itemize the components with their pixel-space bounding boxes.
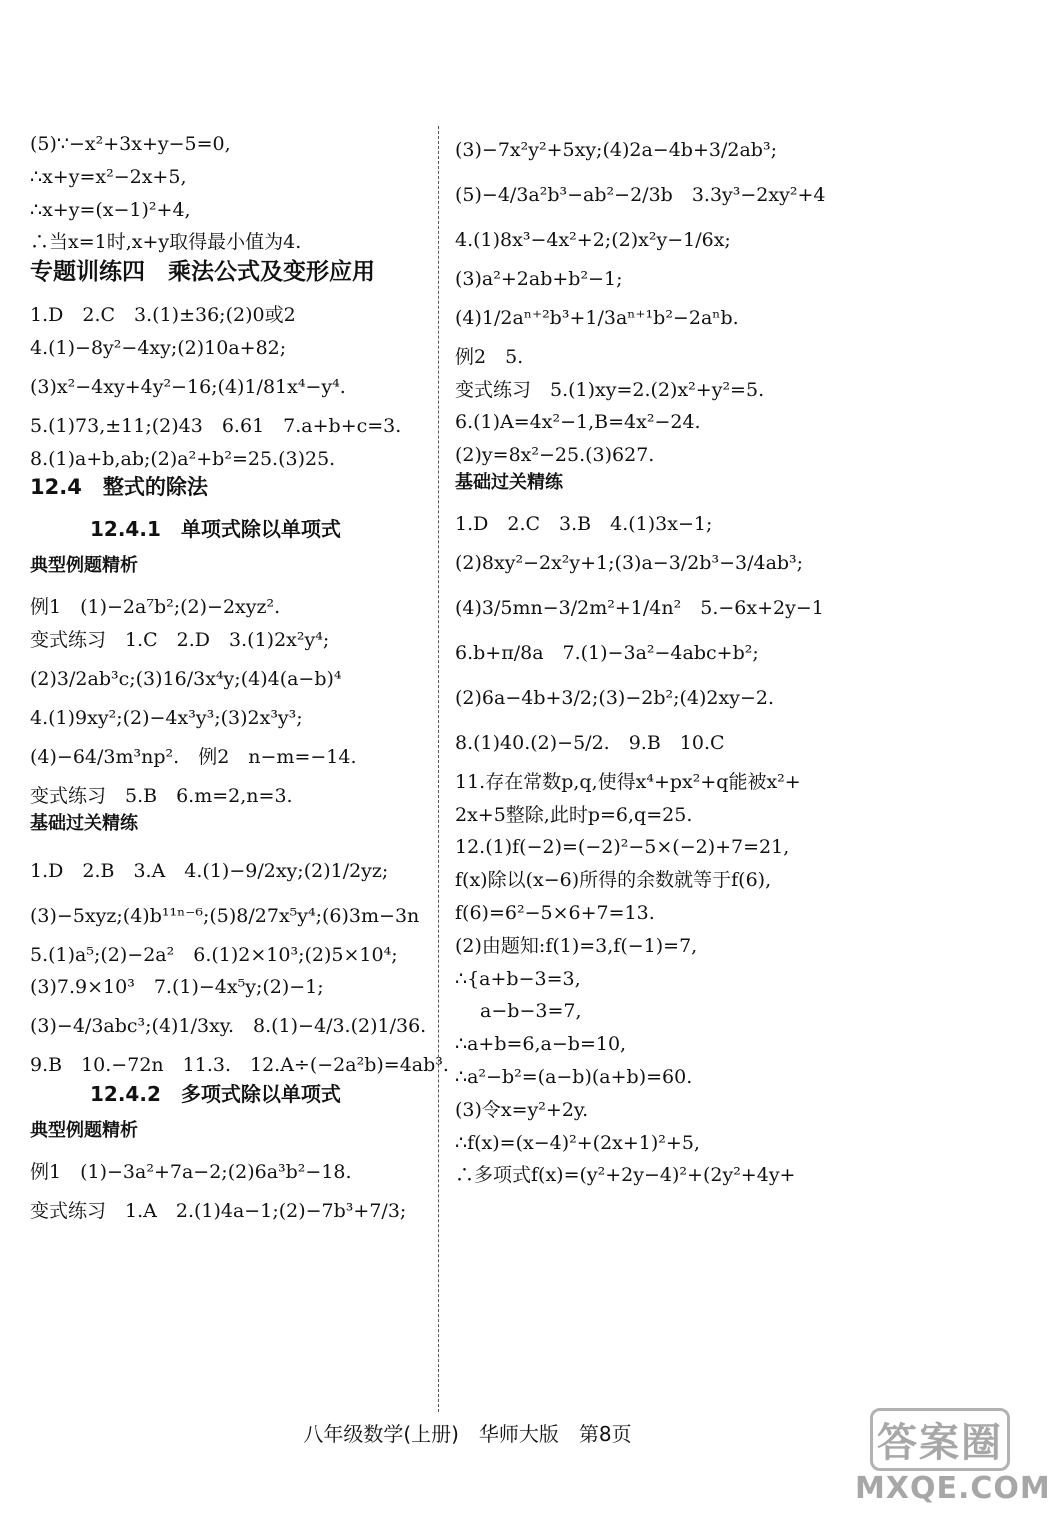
answer-line: (3)−5xyz;(4)b¹¹ⁿ⁻⁶;(5)8/27x⁵y⁴;(6)3m−3n (30, 904, 420, 927)
answer-line: (2)3/2ab³c;(3)16/3x⁴y;(4)4(a−b)⁴ (30, 668, 342, 691)
answer-line: 1.D 2.C 3.(1)±36;(2)0或2 (30, 304, 296, 327)
answer-line: ∴a+b=6,a−b=10, (455, 1033, 627, 1056)
answer-line: 1.D 2.C 3.B 4.(1)3x−1; (455, 512, 713, 535)
answer-line: (3)x²−4xy+4y²−16;(4)1/81x⁴−y⁴. (30, 375, 346, 398)
answer-line: (4)−64/3m³np². 例2 n−m=−14. (30, 745, 357, 768)
answer-line: (4)1/2aⁿ⁺²b³+1/3aⁿ⁺¹b²−2aⁿb. (455, 306, 739, 329)
watermark-bottom: MXQE.COM (855, 1471, 1051, 1506)
watermark-logo (855, 1408, 1051, 1518)
answer-line: (3)−4/3abc³;(4)1/3xy. 8.(1)−4/3.(2)1/36. (30, 1015, 427, 1038)
answer-line: 变式练习 1.C 2.D 3.(1)2x²y⁴; (30, 629, 330, 652)
answer-line: (3)a²+2ab+b²−1; (455, 268, 623, 290)
answer-line: 变式练习 5.(1)xy=2.(2)x²+y²=5. (455, 378, 765, 401)
answer-line: 例2 5. (455, 345, 524, 368)
answer-line: (5)∵−x²+3x+y−5=0, (30, 133, 231, 155)
answer-line: f(x)除以(x−6)所得的余数就等于f(6), (455, 869, 772, 892)
watermark-top: 答案圈 (870, 1408, 1010, 1471)
answer-line: 9.B 10.−72n 11.3. 12.A÷(−2a²b)=4ab³. (30, 1054, 449, 1077)
answer-line: 典型例题精析 (30, 555, 138, 577)
answer-line: 6.b+π/8a 7.(1)−3a²−4abc+b²; (455, 641, 759, 664)
answer-line: 12.(1)f(−2)=(−2)²−5×(−2)+7=21, (455, 836, 790, 859)
answer-line: (2)6a−4b+3/2;(3)−2b²;(4)2xy−2. (455, 686, 775, 709)
page-footer: 八年级数学(上册) 华师大版 第8页 (303, 1422, 632, 1446)
answer-line: 例1 (1)−3a²+7a−2;(2)6a³b²−18. (30, 1160, 352, 1183)
answer-line: ∴a²−b²=(a−b)(a+b)=60. (455, 1065, 693, 1088)
answer-line: 专题训练四 乘法公式及变形应用 (30, 259, 375, 286)
answer-line: (4)3/5mn−3/2m²+1/4n² 5.−6x+2y−1 (455, 596, 824, 619)
left-column (30, 128, 449, 1234)
answer-line: 11.存在常数p,q,使得x⁴+px²+q能被x²+ (455, 770, 801, 793)
answer-line: (2)由题知:f(1)=3,f(−1)=7, (455, 934, 698, 957)
answer-line: (2)8xy²−2x²y+1;(3)a−3/2b³−3/4ab³; (455, 551, 804, 574)
answer-line: (3)−7x²y²+5xy;(4)2a−4b+3/2ab³; (455, 139, 777, 162)
answer-line: 12.4.1 单项式除以单项式 (90, 517, 341, 542)
answer-line: 例1 (1)−2a⁷b²;(2)−2xyz². (30, 596, 281, 619)
answer-line: a−b−3=7, (455, 1000, 582, 1023)
answer-line: ∴当x=1时,x+y取得最小值为4. (30, 231, 302, 254)
answer-line: 4.(1)9xy²;(2)−4x³y³;(3)2x³y³; (30, 706, 303, 729)
answer-line: 5.(1)73,±11;(2)43 6.61 7.a+b+c=3. (30, 414, 402, 437)
answer-line: 2x+5整除,此时p=6,q=25. (455, 803, 693, 826)
answer-line: 12.4.2 多项式除以单项式 (90, 1081, 341, 1106)
answer-line: 4.(1)8x³−4x²+2;(2)x²y−1/6x; (455, 229, 731, 252)
answer-line: 变式练习 5.B 6.m=2,n=3. (30, 784, 293, 807)
answer-line: 变式练习 1.A 2.(1)4a−1;(2)−7b³+7/3; (30, 1199, 407, 1222)
answer-line: 典型例题精析 (30, 1119, 138, 1141)
answer-line: 8.(1)40.(2)−5/2. 9.B 10.C (455, 731, 725, 754)
answer-line: ∴x+y=(x−1)²+4, (30, 198, 191, 221)
answer-line: 6.(1)A=4x²−1,B=4x²−24. (455, 411, 701, 434)
column-divider (438, 126, 439, 1412)
answer-line: ∴f(x)=(x−4)²+(2x+1)²+5, (455, 1131, 700, 1154)
answer-line: f(6)=6²−5×6+7=13. (455, 901, 655, 924)
answer-line: (3)7.9×10³ 7.(1)−4x⁵y;(2)−1; (30, 976, 324, 999)
answer-line: (5)−4/3a²b³−ab²−2/3b 3.3y³−2xy²+4 (455, 184, 826, 207)
answer-line: (3)令x=y²+2y. (455, 1098, 589, 1121)
right-column (455, 128, 855, 1192)
answer-line: ∴多项式f(x)=(y²+2y−4)²+(2y²+4y+ (455, 1164, 796, 1187)
answer-line: ∴{a+b−3=3, (455, 967, 581, 990)
answer-line: 8.(1)a+b,ab;(2)a²+b²=25.(3)25. (30, 447, 336, 470)
answer-line: 基础过关精练 (30, 812, 138, 834)
answer-line: 1.D 2.B 3.A 4.(1)−9/2xy;(2)1/2yz; (30, 859, 389, 882)
answer-line: (2)y=8x²−25.(3)627. (455, 444, 655, 467)
answer-line: ∴x+y=x²−2x+5, (30, 165, 187, 188)
answer-line: 12.4 整式的除法 (30, 475, 208, 500)
answer-line: 基础过关精练 (455, 471, 563, 493)
answer-line: 4.(1)−8y²−4xy;(2)10a+82; (30, 336, 287, 359)
answer-line: 5.(1)a⁵;(2)−2a² 6.(1)2×10³;(2)5×10⁴; (30, 943, 398, 966)
